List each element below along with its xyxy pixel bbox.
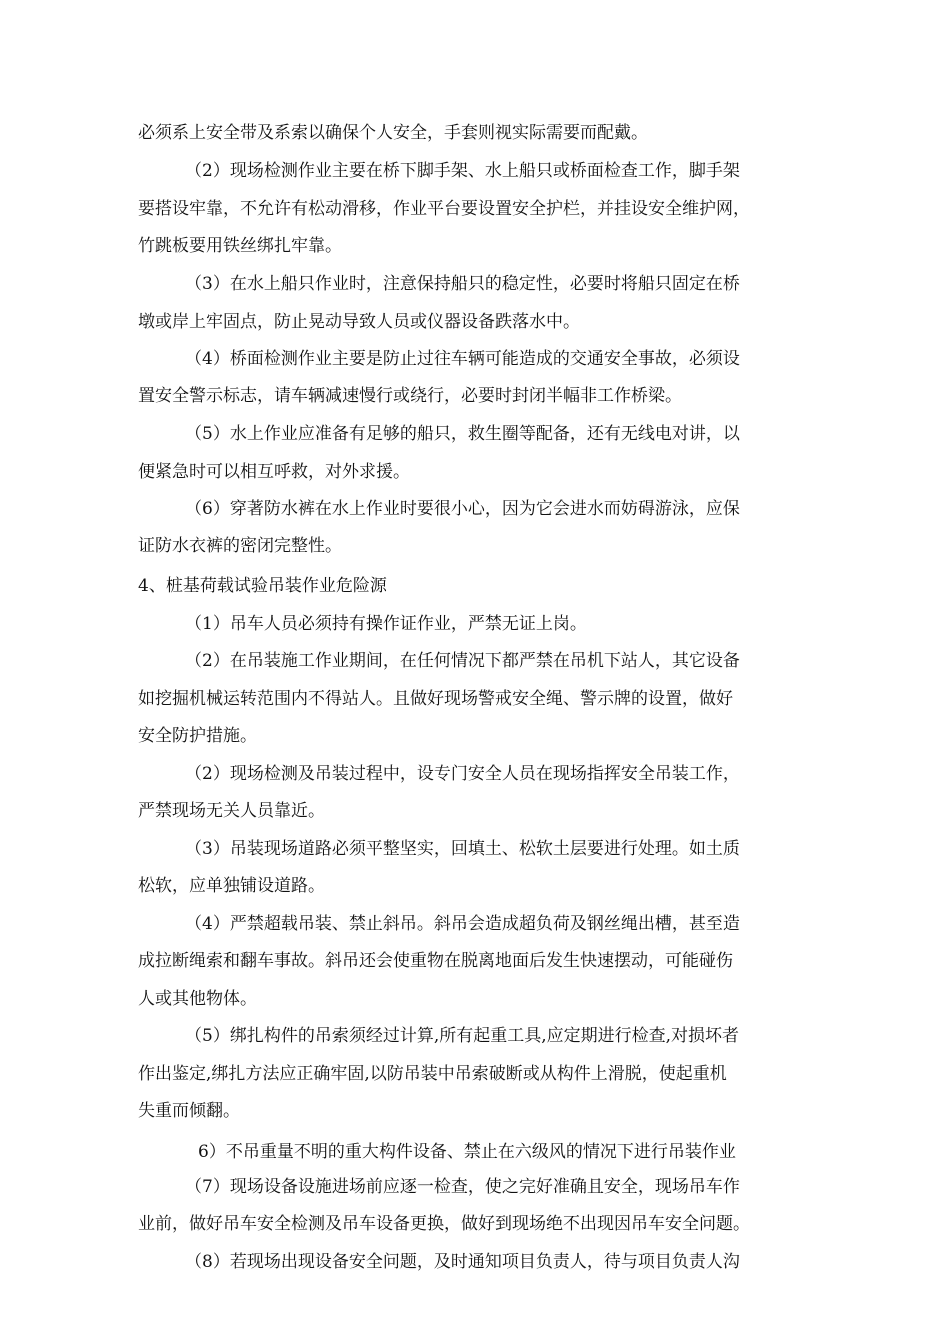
text-line: （6）穿著防水裤在水上作业时要很小心，因为它会进水而妨碍游泳，应保 (185, 499, 740, 519)
text-line: 6）不吊重量不明的重大构件设备、禁止在六级风的情况下进行吊装作业 (198, 1142, 736, 1162)
text-line: （2）在吊装施工作业期间，在任何情况下都严禁在吊机下站人，其它设备 (185, 651, 740, 671)
text-line: 置安全警示标志，请车辆减速慢行或绕行，必要时封闭半幅非工作桥梁。 (138, 386, 682, 406)
text-line: （3）吊装现场道路必须平整坚实，回填土、松软土层要进行处理。如土质 (185, 839, 740, 859)
text-line: 竹跳板要用铁丝绑扎牢靠。 (138, 236, 342, 256)
text-line: 便紧急时可以相互呼救，对外求援。 (138, 462, 410, 482)
text-line: 人或其他物体。 (138, 989, 257, 1009)
text-line: 业前，做好吊车安全检测及吊车设备更换，做好到现场绝不出现因吊车安全问题。 (138, 1214, 750, 1234)
text-line: （4）严禁超载吊装、禁止斜吊。斜吊会造成超负荷及钢丝绳出槽，甚至造 (185, 914, 740, 934)
text-line: （2）现场检测作业主要在桥下脚手架、水上船只或桥面检查工作，脚手架 (185, 161, 740, 181)
text-line: （5）水上作业应准备有足够的船只，救生圈等配备，还有无线电对讲，以 (185, 424, 740, 444)
text-line: 松软，应单独铺设道路。 (138, 876, 325, 896)
text-line: （5）绑扎构件的吊索须经过计算,所有起重工具,应定期进行检查,对损坏者 (185, 1026, 740, 1046)
text-line: 安全防护措施。 (138, 726, 257, 746)
text-line: 必须系上安全带及系索以确保个人安全，手套则视实际需要而配戴。 (138, 123, 648, 143)
text-line: 如挖掘机械运转范围内不得站人。且做好现场警戒安全绳、警示牌的设置，做好 (138, 689, 733, 709)
text-line: （2）现场检测及吊装过程中，设专门安全人员在现场指挥安全吊装工作， (185, 764, 740, 784)
text-line: （1）吊车人员必须持有操作证作业，严禁无证上岗。 (185, 614, 587, 634)
text-line: 严禁现场无关人员靠近。 (138, 801, 325, 821)
section-heading: 4、桩基荷载试验吊装作业危险源 (138, 576, 387, 596)
text-line: 证防水衣裤的密闭完整性。 (138, 536, 342, 556)
text-line: （4）桥面检测作业主要是防止过往车辆可能造成的交通安全事故，必须设 (185, 349, 740, 369)
text-line: （3）在水上船只作业时，注意保持船只的稳定性，必要时将船只固定在桥 (185, 274, 740, 294)
text-line: 墩或岸上牢固点，防止晃动导致人员或仪器设备跌落水中。 (138, 312, 580, 332)
text-line: 作出鉴定,绑扎方法应正确牢固,以防吊装中吊索破断或从构件上滑脱，使起重机 (138, 1064, 727, 1084)
text-line: 失重而倾翻。 (138, 1101, 240, 1121)
text-line: （8）若现场出现设备安全问题，及时通知项目负责人，待与项目负责人沟 (185, 1252, 740, 1272)
text-line: 要搭设牢靠，不允许有松动滑移，作业平台要设置安全护栏，并挂设安全维护网， (138, 199, 750, 219)
text-line: 成拉断绳索和翻车事故。斜吊还会使重物在脱离地面后发生快速摆动，可能碰伤 (138, 951, 733, 971)
text-line: （7）现场设备设施进场前应逐一检查，使之完好准确且安全，现场吊车作 (185, 1177, 740, 1197)
